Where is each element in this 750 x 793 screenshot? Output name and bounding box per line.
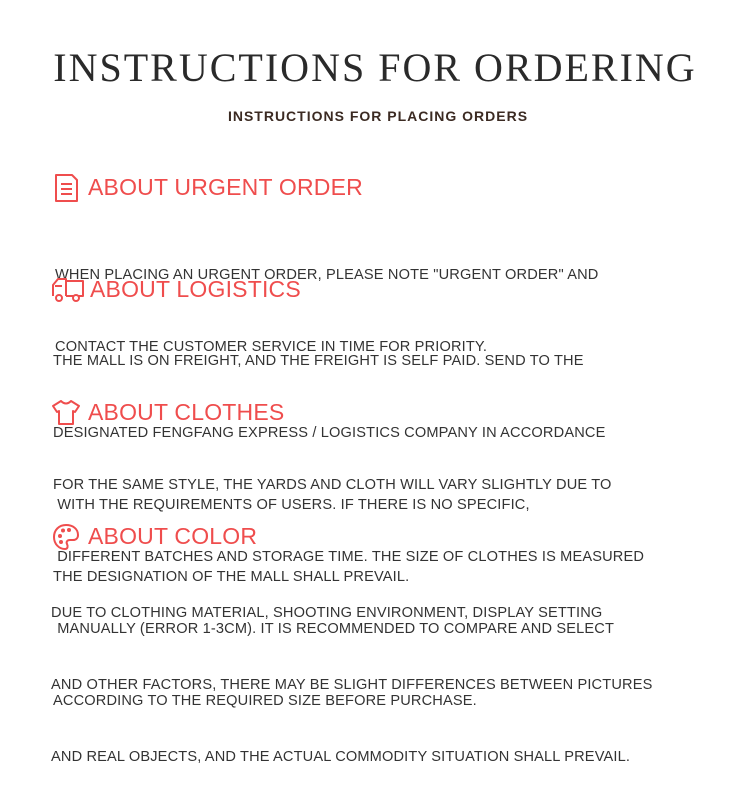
section-logistics-header [50, 275, 301, 303]
page-title: INSTRUCTIONS FOR ORDERING [53, 45, 697, 90]
section-clothes-header [50, 398, 284, 426]
body-line: MANUALLY (ERROR 1-3CM). IT IS RECOMMENDED TO COMPARE AND SELECT [53, 621, 615, 637]
body-line: THE DESIGNATION OF THE MALL SHALL PREVAIL. [53, 569, 410, 585]
page-subtitle: INSTRUCTIONS FOR PLACING ORDERS [227, 108, 529, 124]
section-color-body [51, 553, 652, 793]
body-line: DUE TO CLOTHING MATERIAL, SHOOTING ENVIRONMENT, DISPLAY SETTING [51, 605, 603, 621]
delivery-truck-icon [50, 275, 86, 303]
body-line: AND OTHER FACTORS, THERE MAY BE SLIGHT DIFFERENCES BETWEEN PICTURES [51, 677, 653, 693]
section-heading: ABOUT COLOR [88, 522, 258, 549]
body-line: AND REAL OBJECTS, AND THE ACTUAL COMMODITY SITUATION SHALL PREVAIL. [51, 749, 631, 765]
body-line: THE MALL IS ON FREIGHT, AND THE FREIGHT IS SELF PAID. SEND TO THE [53, 353, 584, 369]
body-line: WHEN PLACING AN URGENT ORDER, PLEASE NOTE "URGENT ORDER" AND [55, 267, 599, 283]
body-line: DIFFERENT BATCHES AND STORAGE TIME. THE SIZE OF CLOTHES IS MEASURED [53, 549, 645, 565]
body-line: ACCORDING TO THE REQUIRED SIZE BEFORE PURCHASE. [53, 693, 477, 709]
section-heading: ABOUT URGENT ORDER [88, 173, 363, 200]
document-list-icon [52, 173, 80, 201]
body-line: CONTACT THE CUSTOMER SERVICE IN TIME FOR PRIORITY. [55, 339, 488, 355]
section-heading: ABOUT LOGISTICS [90, 275, 301, 302]
section-heading: ABOUT CLOTHES [88, 398, 285, 425]
section-urgent-order-header [52, 173, 363, 201]
body-line: WITH THE REQUIREMENTS OF USERS. IF THERE IS NO SPECIFIC, [53, 497, 530, 513]
color-palette-icon [51, 522, 81, 550]
body-line: FOR THE SAME STYLE, THE YARDS AND CLOTH WILL VARY SLIGHTLY DUE TO [53, 477, 612, 493]
section-color-header [51, 522, 257, 550]
tshirt-icon [50, 398, 82, 426]
body-line: DESIGNATED FENGFANG EXPRESS / LOGISTICS COMPANY IN ACCORDANCE [53, 425, 606, 441]
